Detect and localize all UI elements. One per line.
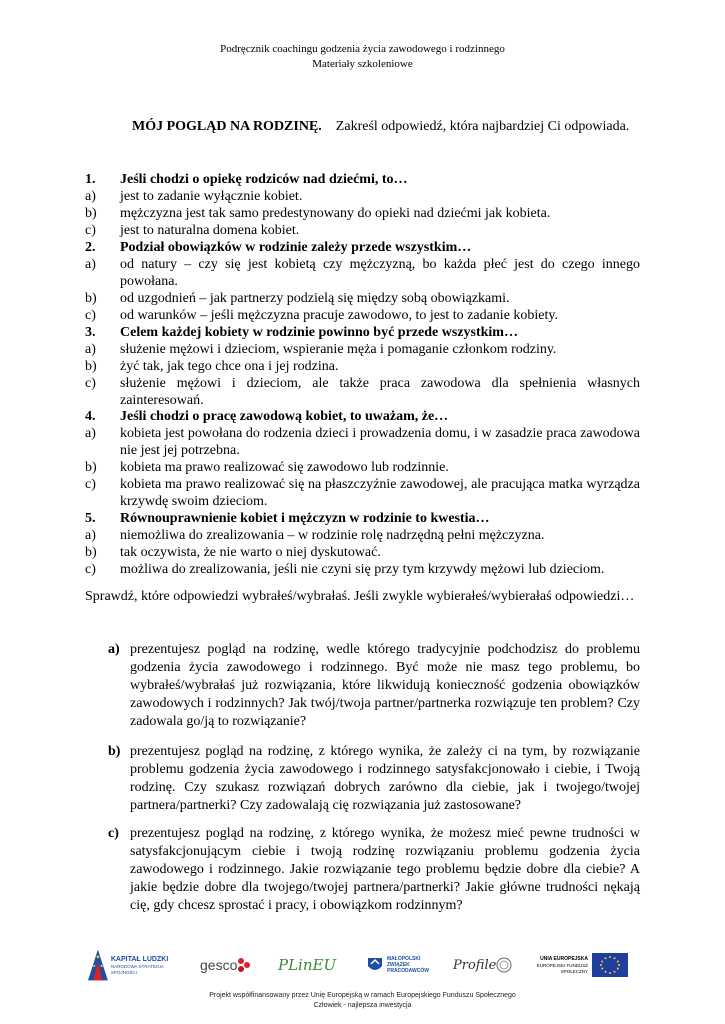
intro-paragraph	[132, 118, 640, 136]
eu-flag-icon	[592, 953, 628, 977]
interpretation-letter: c)	[108, 826, 119, 841]
answer-5c[interactable]	[85, 561, 640, 578]
answer-text: mężczyzna jest tak samo predestynowany do opieki nad dziećmi jak kobieta.	[120, 206, 551, 221]
interpretation-letter: b)	[108, 744, 121, 759]
answer-letter: a)	[85, 342, 96, 357]
question-5	[85, 510, 640, 527]
mzp-logo	[366, 946, 441, 984]
answer-2c[interactable]	[85, 307, 640, 324]
answer-2b[interactable]	[85, 290, 640, 307]
answer-text: tak oczywista, że nie warto o niej dyskutować.	[120, 545, 381, 560]
eu-subtitle: EUROPEJSKI FUNDUSZ SPOŁECZNY	[536, 962, 588, 974]
answer-text: służenie mężowi i dzieciom, wspieranie męża i pomaganie członkom rodziny.	[120, 342, 557, 357]
section-title: MÓJ POGLĄD NA RODZINĘ.	[132, 119, 322, 134]
answer-letter: a)	[85, 189, 96, 204]
answer-4b[interactable]	[85, 459, 640, 476]
question-number: 5.	[85, 511, 96, 526]
question-1	[85, 171, 640, 188]
interpretation-c	[108, 825, 640, 915]
answer-letter: b)	[85, 291, 97, 306]
answer-text: kobieta ma prawo realizować się zawodowo lub rodzinnie.	[120, 460, 449, 475]
answer-4c[interactable]	[85, 476, 640, 510]
answer-text: kobieta ma prawo realizować się na płaszczyźnie zawodowej, ale pracująca matka wyrządza krzywdę swoim dzieciom.	[120, 477, 640, 509]
answer-letter: b)	[85, 545, 97, 560]
eu-logo	[536, 946, 636, 984]
question-4	[85, 408, 640, 425]
answer-3b[interactable]	[85, 358, 640, 375]
answer-2a[interactable]	[85, 256, 640, 290]
answer-1a[interactable]	[85, 188, 640, 205]
answer-text: kobieta jest powołana do rodzenia dzieci i prowadzenia domu, i w zasadzie praca zawodowa nie jest jej potrzebna.	[120, 426, 640, 458]
interpretation-b	[108, 743, 640, 815]
summary-paragraph: Sprawdź, które odpowiedzi wybrałeś/wybrałaś. Jeśli zwykle wybierałeś/wybierałaś odpowiedzi…	[85, 589, 635, 604]
question-text: Jeśli chodzi o pracę zawodową kobiet, to uważam, że…	[120, 409, 449, 424]
answer-letter: b)	[85, 359, 97, 374]
answer-3c[interactable]	[85, 375, 640, 409]
profile-logo	[453, 946, 523, 984]
answer-letter: c)	[85, 376, 96, 391]
header-subtitle: Materiały szkoleniowe	[312, 58, 413, 70]
answer-letter: c)	[85, 562, 96, 577]
interpretation-letter: a)	[108, 642, 120, 657]
answer-text: możliwa do zrealizowania, jeśli nie czyni się przy tym krzywdy mężowi lub dzieciom.	[120, 562, 605, 577]
question-number: 3.	[85, 325, 96, 340]
answer-text: niemożliwa do zrealizowania – w rodzinie rolę nadrzędną pełni mężczyzna.	[120, 528, 545, 543]
answer-letter: c)	[85, 223, 96, 238]
instruction-text: Zakreśl odpowiedź, która najbardziej Ci odpowiada.	[335, 119, 630, 134]
answer-letter: a)	[85, 426, 96, 441]
answer-text: od warunków – jeśli mężczyzna pracuje zawodowo, to jest to zadanie kobiety.	[120, 308, 558, 323]
kapital-ludzki-title: KAPITAŁ LUDZKI	[110, 955, 169, 963]
gesco-dots-icon	[237, 957, 251, 973]
question-text: Podział obowiązków w rodzinie zależy przede wszystkim…	[120, 240, 472, 255]
question-2	[85, 239, 640, 256]
interpretation-text: prezentujesz pogląd na rodzinę, z którego wynika, że zależy ci na tym, by rozwiązanie problemu godzenia życia zawodowego i rodzinnego satysfakcjonowało i ciebie, i Twoją rodzinę. Czy szukasz rozwiązań dobrych zarówno dla ciebie, jak i twojego/twojej partnera/partnerki? Czy zadowalają cię rozwiązania już zastosowane?	[130, 744, 640, 813]
kapital-ludzki-subtitle: NARODOWA STRATEGIA SPÓJNOŚCI	[110, 963, 164, 975]
document-header	[0, 42, 725, 72]
question-number: 4.	[85, 409, 96, 424]
header-title: Podręcznik coachingu godzenia życia zawodowego i rodzinnego	[220, 43, 505, 55]
plineu-wordmark: PLinEU	[278, 956, 337, 974]
answer-3a[interactable]	[85, 341, 640, 358]
question-text: Równouprawnienie kobiet i mężczyzn w rodzinie to kwestia…	[120, 511, 490, 526]
mzp-emblem-icon	[366, 956, 384, 974]
kapital-ludzki-icon	[88, 948, 108, 982]
plineu-logo	[278, 946, 343, 984]
answer-1b[interactable]	[85, 205, 640, 222]
question-text: Jeśli chodzi o opiekę rodziców nad dziećmi, to…	[120, 172, 408, 187]
answer-text: żyć tak, jak tego chce ona i jej rodzina.	[120, 359, 339, 374]
footer-note-funding: Projekt współfinansowany przez Unię Europejską w ramach Europejskiego Funduszu Społecznego	[209, 992, 516, 999]
answer-letter: c)	[85, 477, 96, 492]
question-number: 1.	[85, 172, 96, 187]
answer-letter: a)	[85, 257, 96, 272]
profile-wordmark: Profile	[453, 957, 497, 973]
mzp-name: MAŁOPOLSKI ZWIĄZEK PRACODAWCÓW	[387, 956, 429, 974]
answer-letter: c)	[85, 308, 96, 323]
kapital-ludzki-logo	[88, 946, 183, 984]
answer-text: jest to zadanie wyłącznie kobiet.	[120, 189, 303, 204]
answer-letter: b)	[85, 460, 97, 475]
question-3	[85, 324, 640, 341]
answer-letter: b)	[85, 206, 97, 221]
interpretation-text: prezentujesz pogląd na rodzinę, z którego wynika, że możesz mieć pewne trudności w satysfakcjonującym ciebie i twoją rodzinę rozwiązaniu problemu godzenia życia zawodowego i rodzinnego. Jakie rozwiązanie tego problemu będzie dobre dla ciebie? A jakie będzie dobre dla twojego/twojej partnera/partnerki? Jakie główne trudności nękają cię, gdy chcesz sprostać i pracy, i obowiązkom rodzinnym?	[130, 826, 640, 913]
footer-logos	[88, 946, 638, 986]
answer-5a[interactable]	[85, 527, 640, 544]
interpretation-a	[108, 641, 640, 731]
gesco-wordmark: gesco	[200, 957, 238, 973]
answer-text: jest to naturalna domena kobiet.	[120, 223, 300, 238]
profile-swirl-icon	[496, 956, 512, 974]
answer-letter: a)	[85, 528, 96, 543]
answer-text: od natury – czy się jest kobietą czy mężczyzną, bo każda płeć jest do czego innego powołana.	[120, 257, 640, 289]
footer-note-motto: Człowiek - najlepsza inwestycja	[313, 1002, 412, 1009]
eu-title: UNIA EUROPEJSKA	[540, 955, 588, 962]
answer-text: od uzgodnień – jak partnerzy podzielą się między sobą obowiązkami.	[120, 291, 510, 306]
interpretation-text: prezentujesz pogląd na rodzinę, wedle którego tradycyjnie podchodzisz do problemu godzenia życia zawodowego i rodzinnego. Być może nie masz tego problemu, bo wybrałeś/wybrałaś już rozwiązania, które likwidują konieczność godzenia obowiązków zawodowych i rodzinnych? Jak twój/twoja partner/partnerka rozwiązuje ten problem? Czy zadowala go/ją to rozwiązanie?	[130, 642, 640, 729]
question-text: Celem każdej kobiety w rodzinie powinno być przede wszystkim…	[120, 325, 518, 340]
answer-1c[interactable]	[85, 222, 640, 239]
answer-4a[interactable]	[85, 425, 640, 459]
answer-text: służenie mężowi i dzieciom, ale także praca zawodowa dla spełnienia własnych zainteresowań.	[120, 376, 640, 408]
gesco-logo	[200, 946, 255, 984]
answer-5b[interactable]	[85, 544, 640, 561]
question-number: 2.	[85, 240, 96, 255]
